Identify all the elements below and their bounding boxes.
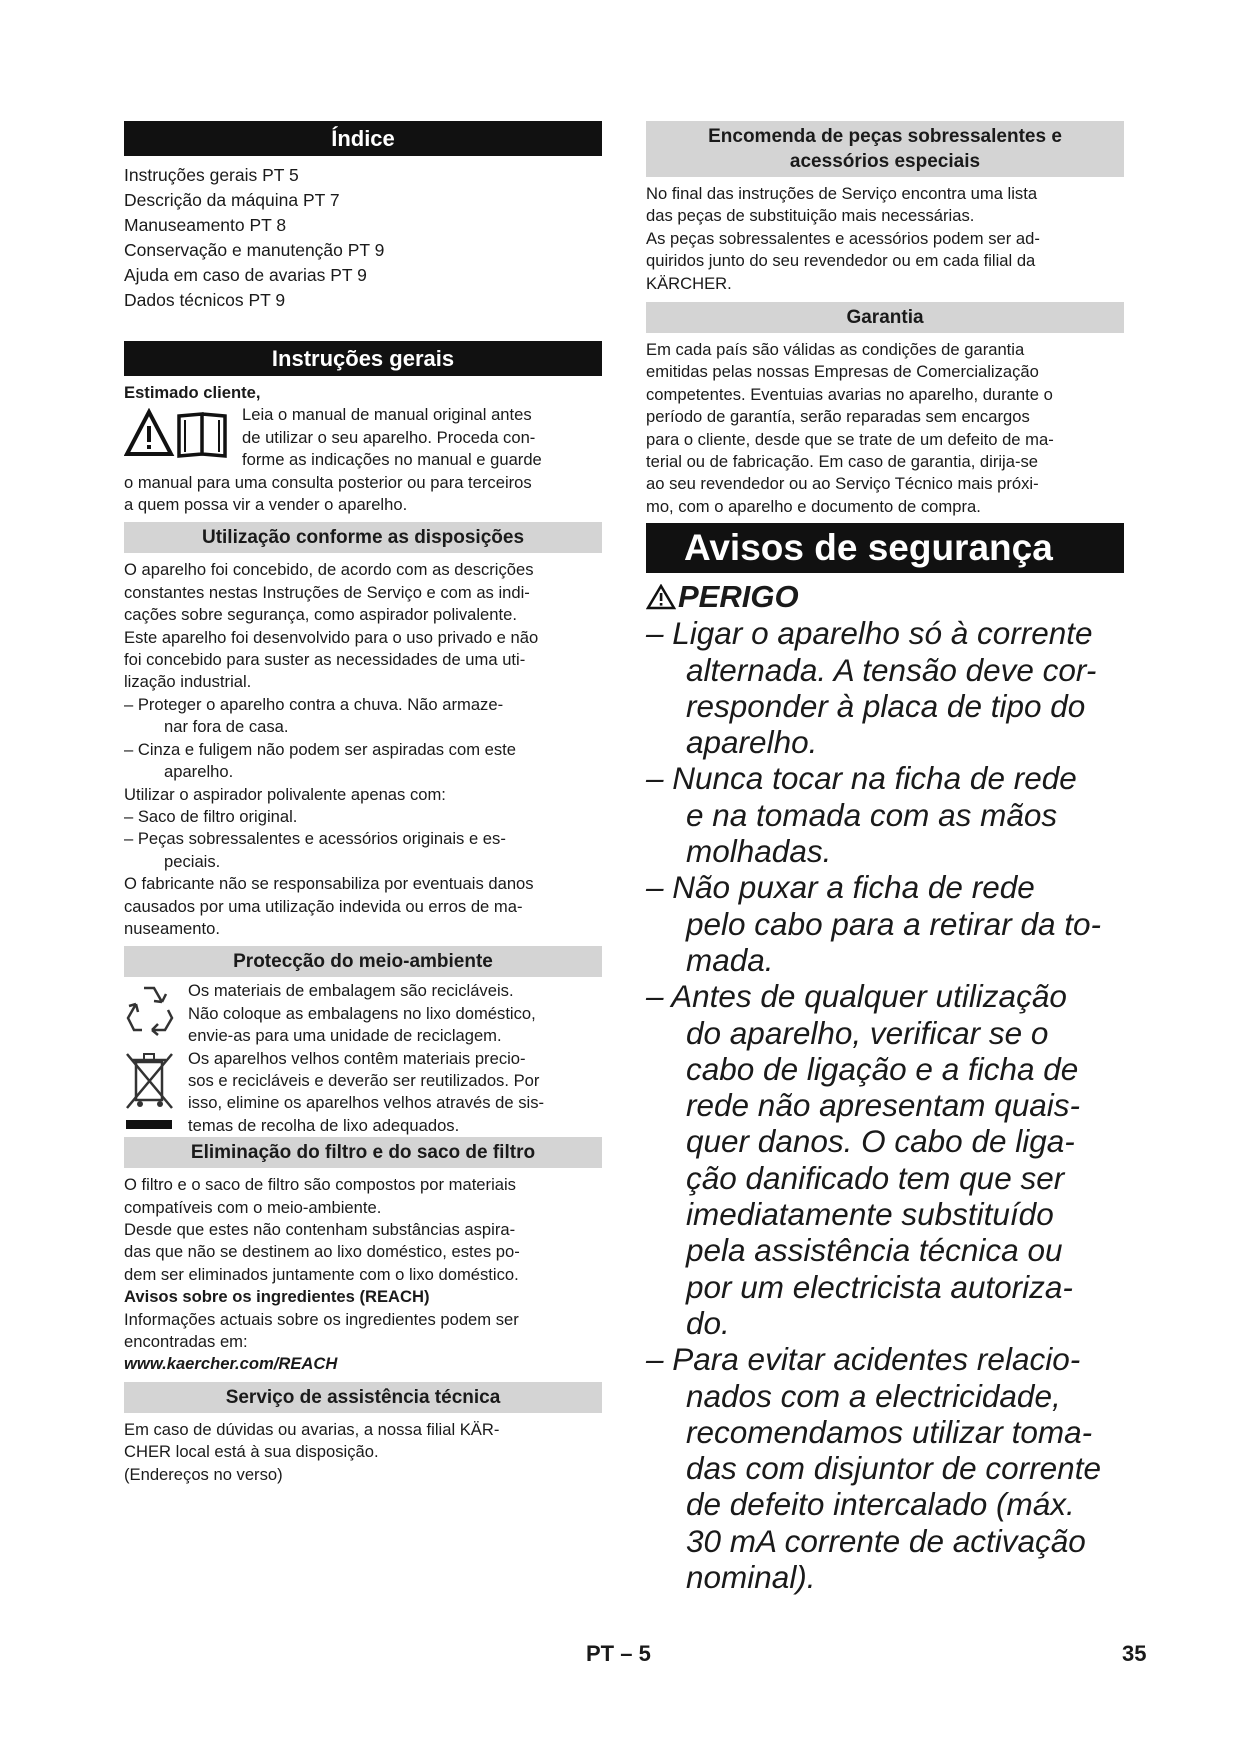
intro-line: o manual para uma consulta posterior ou para terceiros: [124, 472, 532, 492]
safety-item: [646, 978, 1124, 1341]
text-line: das que não se destinem ao lixo doméstico, estes po-: [124, 1242, 520, 1262]
text-line: ao seu revendedor ou ao Serviço Técnico mais próxi-: [646, 474, 1039, 494]
section-title-encomenda: [646, 121, 1124, 177]
text-line: das peças de substituição mais necessárias.: [646, 206, 975, 226]
safety-item: [646, 615, 1124, 760]
safety-line: responder à placa de tipo do: [686, 687, 1086, 724]
safety-line: nominal).: [686, 1559, 816, 1595]
safety-line: do aparelho, verificar se o: [686, 1014, 1049, 1051]
safety-line: – Antes de qualquer utilização: [646, 978, 1067, 1015]
read-manual-icon: [124, 408, 242, 466]
text-line: compatíveis com o meio-ambiente.: [124, 1197, 382, 1217]
crossed-bin-icon: [124, 1048, 188, 1136]
safety-line: rede não apresentam quais-: [686, 1087, 1080, 1124]
text-line: constantes nestas Instruções de Serviço e com as indi-: [124, 582, 530, 602]
text-line: Os aparelhos velhos contêm materiais precio-: [188, 1048, 526, 1068]
text-line: Em caso de dúvidas ou avarias, a nossa filial KÄR-: [124, 1419, 500, 1439]
text-line: causados por uma utilização indevida ou erros de ma-: [124, 896, 523, 916]
text-line: As peças sobressalentes e acessórios podem ser ad-: [646, 228, 1040, 248]
recycle-notice: [124, 980, 602, 1047]
encomenda-body: [646, 183, 1124, 295]
safety-line: do.: [686, 1304, 730, 1341]
text-line: período de garantía, serão reparadas sem encargos: [646, 407, 1030, 427]
garantia-body: [646, 339, 1124, 518]
text-line: quiridos junto do seu revendedor ou em cada filial da: [646, 251, 1036, 271]
safety-line: cabo de ligação e a ficha de: [686, 1050, 1079, 1087]
text-line: CHER local está à sua disposição.: [124, 1442, 379, 1462]
danger-label: PERIGO: [678, 579, 799, 615]
safety-line: ção danificado tem que ser: [686, 1159, 1065, 1196]
text-line: encontradas em:: [124, 1332, 248, 1352]
text-line: Desde que estes não contenham substâncias aspira-: [124, 1220, 516, 1239]
safety-line: recomendamos utilizar toma-: [686, 1413, 1093, 1450]
safety-line: alternada. A tensão deve cor-: [686, 651, 1097, 688]
text-line: dem ser eliminados juntamente com o lixo doméstico.: [124, 1264, 519, 1284]
page-number: 35: [1122, 1641, 1147, 1666]
section-title-instrucoes: Instruções gerais: [124, 341, 602, 376]
safety-line: molhadas.: [686, 833, 832, 870]
toc-item[interactable]: Conservação e manutenção PT 9: [124, 240, 385, 260]
greeting: Estimado cliente,: [124, 383, 261, 402]
section-title-servico: Serviço de assistência técnica: [124, 1382, 602, 1413]
toc-item[interactable]: Manuseamento PT 8: [124, 215, 287, 235]
text-line: lização industrial.: [124, 672, 252, 692]
text-line: terial ou de fabricação. Em caso de garantia, dirija-se: [646, 452, 1039, 472]
section-title-indice: Índice: [124, 121, 602, 156]
safety-line: quer danos. O cabo de liga-: [686, 1123, 1075, 1160]
safety-line: nados com a electricidade,: [686, 1377, 1061, 1414]
text-line: (Endereços no verso): [124, 1464, 283, 1484]
text-line: Os materiais de embalagem são recicláveis.: [188, 981, 514, 1001]
intro-line: Leia o manual de manual original antes: [242, 405, 532, 425]
text-line: O filtro e o saco de filtro são compostos por materiais: [124, 1175, 516, 1195]
danger-heading: [646, 579, 1124, 615]
text-line: No final das instruções de Serviço encontra uma lista: [646, 184, 1038, 203]
reach-link[interactable]: www.kaercher.com/REACH: [124, 1354, 338, 1374]
section-title-seguranca: Avisos de segurança: [646, 523, 1124, 573]
dash-item-cont: peciais.: [164, 851, 221, 871]
dash-item: – Peças sobressalentes e acessórios originais e es-: [124, 829, 506, 849]
intro-line: de utilizar o seu aparelho. Proceda con-: [242, 427, 536, 447]
utilizacao-body: [124, 559, 602, 940]
safety-line: 30 mA corrente de activação: [686, 1522, 1086, 1559]
text-line: nuseamento.: [124, 918, 220, 938]
left-column: [124, 121, 602, 1486]
toc-item[interactable]: Descrição da máquina PT 7: [124, 190, 340, 210]
intro-line: forme as indicações no manual e guarde: [242, 450, 542, 470]
intro-line: a quem possa vir a vender o aparelho.: [124, 495, 408, 515]
toc-item[interactable]: Instruções gerais PT 5: [124, 165, 299, 185]
text-line: isso, elimine os aparelhos velhos através de sis-: [188, 1093, 545, 1113]
text-line: cações sobre segurança, como aspirador polivalente.: [124, 605, 517, 625]
safety-line: aparelho.: [686, 724, 818, 761]
title-line: acessórios especiais: [789, 151, 981, 172]
warning-triangle-icon: [646, 584, 676, 610]
toc-item[interactable]: Ajuda em caso de avarias PT 9: [124, 265, 367, 285]
page-label: PT – 5: [586, 1641, 651, 1666]
eliminacao-body: [124, 1174, 602, 1376]
dash-item-cont: aparelho.: [164, 762, 234, 782]
servico-body: [124, 1419, 602, 1486]
text-line: O aparelho foi concebido, de acordo com as descrições: [124, 560, 534, 580]
safety-line: – Para evitar acidentes relacio-: [646, 1341, 1081, 1378]
safety-item: [646, 869, 1124, 978]
safety-line: das com disjuntor de corrente: [686, 1450, 1101, 1487]
title-line: Encomenda de peças sobressalentes e: [708, 126, 1062, 147]
dash-item-cont: nar fora de casa.: [164, 717, 289, 737]
text-line: temas de recolha de lixo adequados.: [188, 1115, 460, 1135]
text-line: competentes. Eventuias avarias no aparelho, durante o: [646, 384, 1053, 404]
text-line: envie-as para uma unidade de reciclagem.: [188, 1026, 502, 1046]
safety-line: – Nunca tocar na ficha de rede: [646, 760, 1077, 797]
dash-item: – Cinza e fuligem não podem ser aspiradas com este: [124, 739, 517, 759]
dash-item: – Saco de filtro original.: [124, 806, 298, 826]
text-line: Este aparelho foi desenvolvido para o uso privado e não: [124, 627, 539, 647]
safety-line: por um electricista autoriza-: [686, 1268, 1073, 1305]
safety-line: pelo cabo para a retirar da to-: [686, 905, 1101, 942]
safety-line: pela assistência técnica ou: [686, 1232, 1063, 1269]
text-line: O fabricante não se responsabiliza por eventuais danos: [124, 874, 534, 894]
text-line: foi concebido para suster as necessidades de uma uti-: [124, 650, 526, 670]
reach-title: Avisos sobre os ingredientes (REACH): [124, 1287, 430, 1307]
safety-item: [646, 1341, 1124, 1595]
toc-item[interactable]: Dados técnicos PT 9: [124, 290, 286, 310]
section-title-utilizacao: Utilização conforme as disposições: [124, 522, 602, 553]
safety-line: de defeito intercalado (máx.: [686, 1486, 1075, 1523]
text-line: mo, com o aparelho e documento de compra.: [646, 496, 981, 516]
safety-line: imediatamente substituído: [686, 1196, 1054, 1233]
right-column: [646, 121, 1124, 1595]
text-line: emitidas pelas nossas Empresas de Comercialização: [646, 362, 1039, 382]
section-title-eliminacao: Eliminação do filtro e do saco de filtro: [124, 1137, 602, 1168]
dash-item: – Proteger o aparelho contra a chuva. Não armaze-: [124, 694, 504, 714]
text-line: Não coloque as embalagens no lixo doméstico,: [188, 1003, 536, 1023]
weee-notice: [124, 1048, 602, 1138]
section-title-garantia: Garantia: [646, 302, 1124, 333]
text-line: sos e recicláveis e deverão ser reutilizados. Por: [188, 1070, 540, 1090]
safety-item: [646, 760, 1124, 869]
table-of-contents: [124, 163, 602, 313]
recycle-icon: [124, 980, 188, 1042]
text-line: para o cliente, desde que se trate de um defeito de ma-: [646, 429, 1054, 449]
safety-line: – Ligar o aparelho só à corrente: [646, 615, 1093, 652]
safety-list: [646, 615, 1124, 1595]
text-line: Utilizar o aspirador polivalente apenas com:: [124, 784, 446, 804]
manual-notice: [124, 404, 602, 471]
safety-line: – Não puxar a ficha de rede: [646, 869, 1035, 906]
safety-line: e na tomada com as mãos: [686, 796, 1058, 833]
text-line: Informações actuais sobre os ingredientes podem ser: [124, 1309, 519, 1329]
text-line: KÄRCHER.: [646, 273, 732, 293]
text-line: Em cada país são válidas as condições de garantia: [646, 340, 1025, 360]
section-title-ambiente: Protecção do meio-ambiente: [124, 946, 602, 977]
safety-line: mada.: [686, 941, 774, 978]
